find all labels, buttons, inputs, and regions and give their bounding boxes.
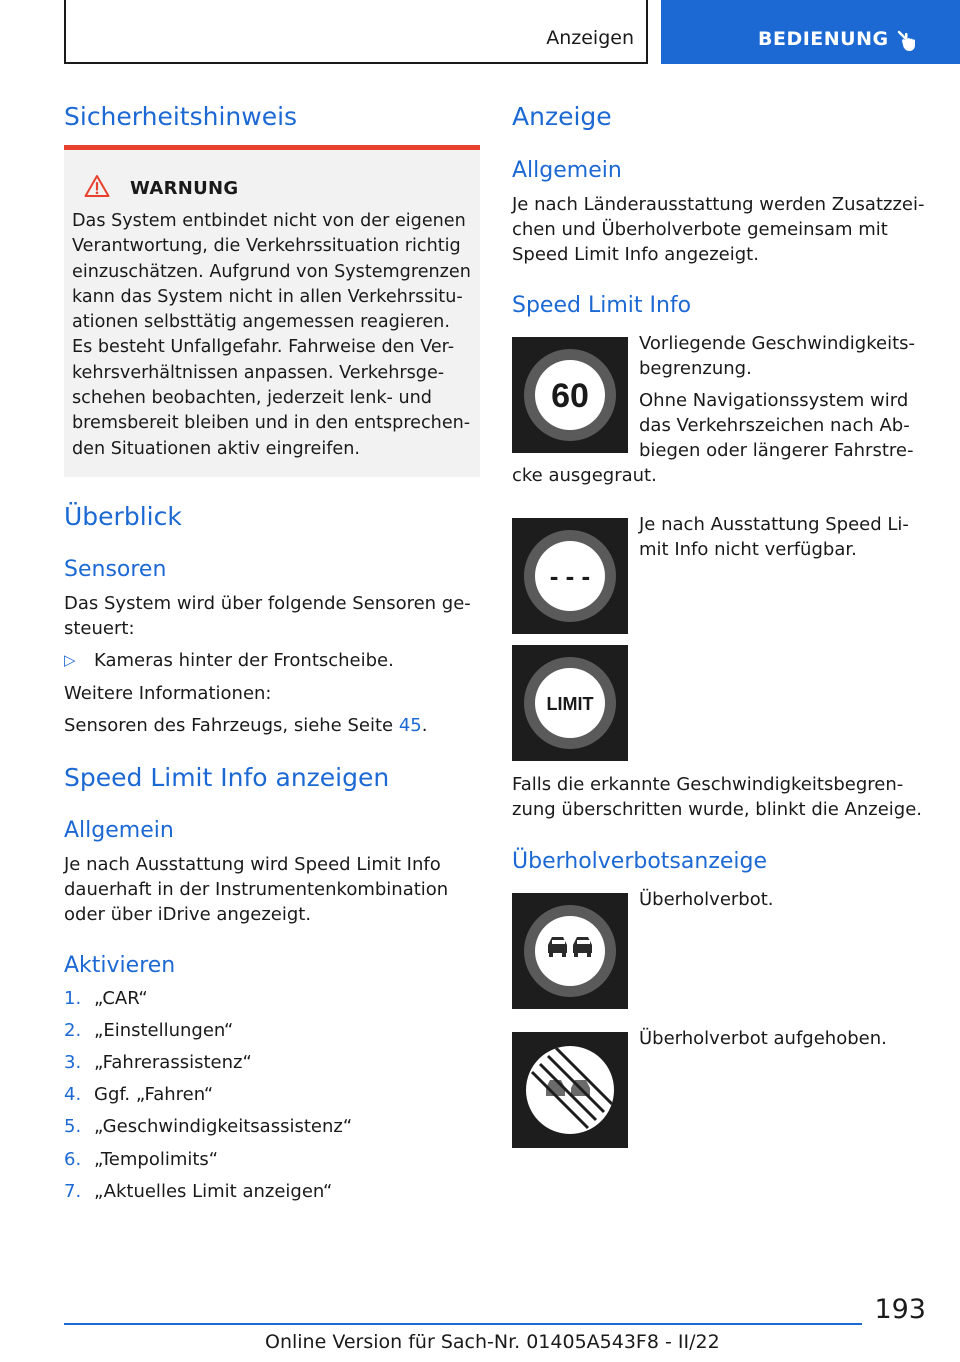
sensoren-heading: Sensoren: [64, 557, 167, 582]
step-text: „Aktuelles Limit anzeigen“: [94, 1181, 333, 1202]
step-number: 1.: [64, 988, 82, 1009]
sign60-line: Vorliegende Geschwindigkeits-: [639, 333, 916, 354]
anzeige-heading: Anzeige: [512, 102, 612, 131]
reference-end: .: [421, 715, 428, 736]
warning-line: kehrsverhältnissen anpassen. Verkehrsge-: [72, 362, 445, 383]
step-text: „Geschwindigkeitsassistenz“: [94, 1116, 353, 1137]
anzeige-allgemein-line: Je nach Länderausstattung werden Zusatzzei-: [512, 194, 925, 215]
end-no-overtaking-sign: [512, 1032, 628, 1148]
ueberholverbotsanzeige-heading: Überholverbotsanzeige: [512, 849, 768, 874]
warning-text: [72, 209, 476, 462]
sign60-description: [639, 331, 929, 381]
warning-line: ationen selbsttätig angemessen reagieren.: [72, 312, 450, 333]
end-no-overtaking-text: Überholverbot aufgehoben.: [639, 1028, 887, 1049]
warning-label: WARNUNG: [130, 178, 239, 199]
limit-sign-graphic: [512, 645, 628, 761]
navi-description: [639, 388, 929, 463]
step-number: 3.: [64, 1052, 82, 1073]
page-link-45[interactable]: 45: [398, 715, 422, 736]
speed-limit-info-heading: Speed Limit Info: [512, 293, 692, 318]
reference-text: Sensoren des Fahrzeugs, siehe Seite: [64, 715, 399, 736]
anzeige-allgemein-heading: Allgemein: [512, 158, 622, 183]
header-section-label: Anzeigen: [546, 27, 634, 49]
navi-line: das Verkehrszeichen nach Ab-: [639, 415, 910, 436]
no-overtaking-sign: [512, 893, 628, 1009]
allgemein-heading: Allgemein: [64, 818, 174, 843]
navi-line-end: cke ausgegraut.: [512, 465, 657, 486]
anzeige-allgemein-line: chen und Überholverbote gemeinsam mit: [512, 219, 888, 240]
warning-line: kann das System nicht in allen Verkehrssitu-: [72, 286, 463, 307]
footer-online-version: Online Version für Sach-Nr. 01405A543F8 - II/22: [265, 1331, 720, 1353]
allgemein-text-line: oder über iDrive angezeigt.: [64, 904, 312, 925]
speed-limit-anzeigen-heading: Speed Limit Info anzeigen: [64, 763, 390, 792]
footer-divider: [64, 1323, 862, 1325]
blink-text-line: Falls die erkannte Geschwindigkeitsbegren-: [512, 774, 904, 795]
header-section-tab: [64, 0, 648, 64]
sicherheitshinweis-heading: Sicherheitshinweis: [64, 102, 298, 131]
allgemein-text-line: dauerhaft in der Instrumentenkombination: [64, 879, 449, 900]
dash-line: mit Info nicht verfügbar.: [639, 539, 857, 560]
speed-limit-60-sign: [512, 337, 628, 453]
warning-triangle-icon: [84, 174, 110, 198]
speed-limit-value: 60: [551, 377, 589, 415]
step-number: 7.: [64, 1181, 82, 1202]
limit-sign: [512, 645, 628, 761]
blink-text-line: zung überschritten wurde, blinkt die Anzeige.: [512, 799, 923, 820]
page-number: 193: [874, 1294, 926, 1325]
dash-description: [639, 512, 929, 562]
limit-text: LIMIT: [546, 694, 594, 714]
ueberblick-heading: Überblick: [64, 502, 182, 531]
sensoren-text-line: Das System wird über folgende Sensoren ge-: [64, 593, 471, 614]
step-number: 2.: [64, 1020, 82, 1041]
bullet-item: Kameras hinter der Frontscheibe.: [94, 650, 394, 671]
step-text: Ggf. „Fahren“: [94, 1084, 214, 1105]
warning-line: Es besteht Unfallgefahr. Fahrweise den Ver-: [72, 337, 455, 358]
speed-limit-unavailable-sign: [512, 518, 628, 634]
warning-line: schehen beobachten, jederzeit lenk- und: [72, 388, 432, 409]
weitere-informationen: Weitere Informationen:: [64, 683, 272, 704]
warning-line: einzuschätzen. Aufgrund von Systemgrenzen: [72, 261, 471, 282]
step-number: 4.: [64, 1084, 82, 1105]
step-number: 5.: [64, 1116, 82, 1137]
speed-limit-unavailable-graphic: [512, 518, 628, 634]
anzeige-allgemein-line: Speed Limit Info angezeigt.: [512, 244, 759, 265]
step-text: „Tempolimits“: [94, 1149, 219, 1170]
warning-line: Das System entbindet nicht von der eigenen: [72, 211, 466, 231]
no-overtaking-text: Überholverbot.: [639, 889, 774, 910]
warning-line: den Situationen aktiv eingreifen.: [72, 438, 361, 459]
dash-line: Je nach Ausstattung Speed Li-: [639, 514, 909, 535]
navi-line: Ohne Navigationssystem wird: [639, 390, 909, 411]
pointing-hand-icon: [893, 26, 921, 54]
sign60-line: begrenzung.: [639, 358, 752, 379]
no-overtaking-graphic: [512, 893, 628, 1009]
step-text: „Fahrerassistenz“: [94, 1052, 252, 1073]
aktivieren-heading: Aktivieren: [64, 953, 176, 978]
warning-line: Verantwortung, die Verkehrssituation richtig: [72, 236, 461, 257]
warning-line: bremsbereit bleiben und in den entsprechen-: [72, 413, 471, 434]
sensoren-text-line: steuert:: [64, 618, 135, 639]
allgemein-text-line: Je nach Ausstattung wird Speed Limit Info: [64, 854, 441, 875]
bullet-marker: ▷: [64, 651, 76, 669]
sensoren-reference: [64, 713, 427, 738]
unavailable-value: - - -: [549, 561, 591, 591]
end-no-overtaking-graphic: [512, 1032, 628, 1148]
speed-limit-60-graphic: [512, 337, 628, 453]
step-text: „CAR“: [94, 988, 148, 1009]
warning-box: [64, 145, 480, 477]
step-number: 6.: [64, 1149, 82, 1170]
step-text: „Einstellungen“: [94, 1020, 234, 1041]
header-chapter-tab: [661, 0, 960, 64]
navi-line: biegen oder längerer Fahrstre-: [639, 440, 914, 461]
header-chapter-label: BEDIENUNG: [758, 28, 889, 50]
